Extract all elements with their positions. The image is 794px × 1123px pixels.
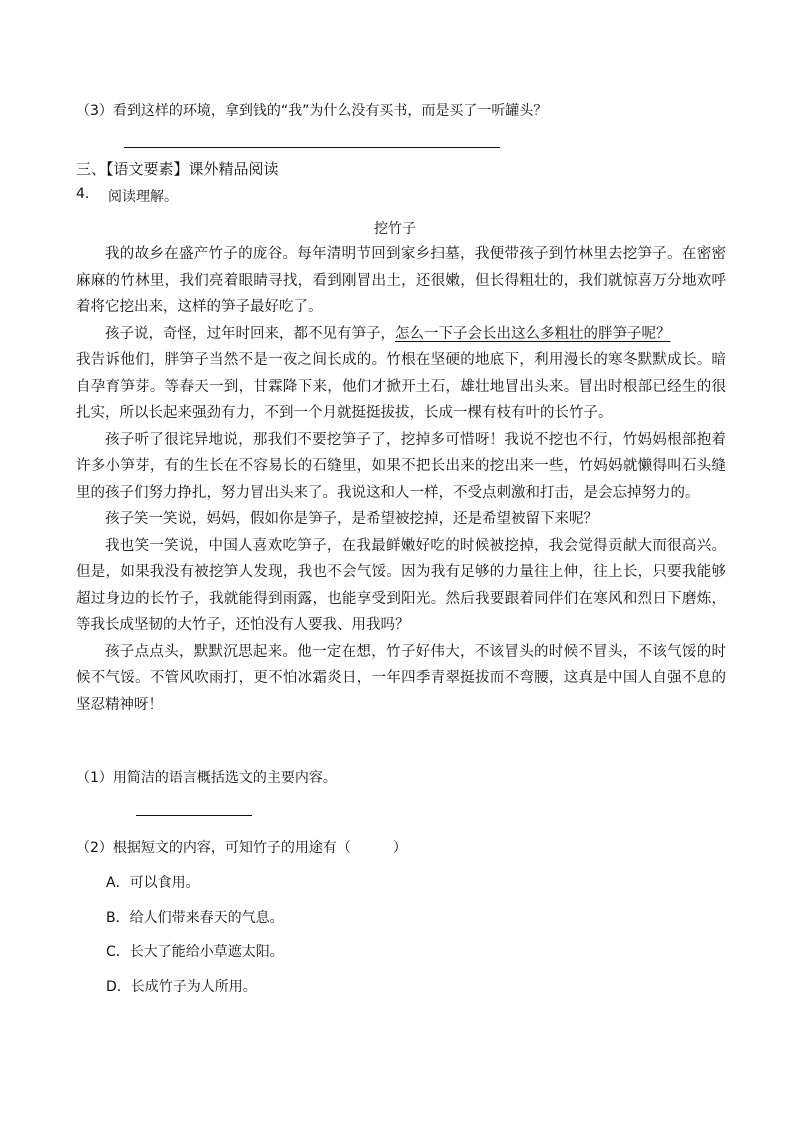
passage-paragraph <box>76 321 726 348</box>
passage-body <box>76 241 726 718</box>
option-a[interactable]: A．可以食用。 <box>106 875 200 891</box>
passage-paragraph: 我的故乡在盛产竹子的庞谷。每年清明节回到家乡扫墓，我便带孩子到竹林里去挖笋子。在密密麻麻的竹林里，我们亮着眼睛寻找，看到刚冒出土，还很嫩，但长得粗壮的，我们就惊喜万分地欢呼着将它挖出来，这样的笋子最好吃了。 <box>76 246 726 315</box>
item-4-label: 阅读理解。 <box>108 189 178 205</box>
option-d[interactable]: D．长成竹子为人所用。 <box>106 979 257 995</box>
passage-paragraph: 我告诉他们，胖笋子当然不是一夜之间长成的。竹根在坚硬的地底下，利用漫长的寒冬默默成长。暗自孕育笋芽。等春天一到，甘霖降下来，他们才掀开土石，雄壮地冒出头来。冒出时根部已经生的很扎实，所以长起来强劲有力，不到一个月就挺挺拔拔，长成一棵有枝有叶的长竹子。 <box>76 352 726 421</box>
option-b[interactable]: B．给人们带来春天的气息。 <box>106 910 284 926</box>
item-4-number: 4. <box>76 186 90 202</box>
underlined-sentence: 怎么一下子会长出这么多粗壮的胖笋子呢？ <box>395 325 671 342</box>
option-c[interactable]: C．长大了能给小草遮太阳。 <box>106 944 284 960</box>
question-3: （3）看到这样的环境，拿到钱的“我”为什么没有买书，而是买了一听罐头？ <box>76 103 548 119</box>
question-2: （2）根据短文的内容，可知竹子的用途有（ ） <box>76 840 407 856</box>
answer-line-q3[interactable] <box>124 147 500 148</box>
passage-paragraph: 孩子点点头，默默沉思起来。他一定在想，竹子好伟大，不该冒头的时候不冒头，不该气馁的时候不气馁。不管风吹雨打，更不怕冰霜炎日，一年四季青翠挺拔而不弯腰，这真是中国人自强不息的坚忍精神呀！ <box>76 643 726 713</box>
passage-paragraph-text: 孩子说，奇怪，过年时回来，都不见有笋子， <box>105 325 395 342</box>
answer-line-q1[interactable] <box>136 815 252 816</box>
passage-paragraph: 孩子听了很诧异地说，那我们不要挖笋子了，挖掉多可惜呀！我说不挖也不行，竹妈妈根部抱着许多小笋芽，有的生长在不容易长的石缝里，如果不把长出来的挖出来一些，竹妈妈就懒得叫石头缝里的孩子们努力挣扎，努力冒出头来了。我说这和人一样，不受点刺激和打击，是会忘掉努力的。 <box>76 431 726 501</box>
section-heading: 三、【语文要素】课外精品阅读 <box>76 160 279 178</box>
passage-title: 挖竹子 <box>374 221 416 237</box>
passage-paragraph: 孩子笑一笑说，妈妈，假如你是笋子，是希望被挖掉，还是希望被留下来呢？ <box>105 511 598 527</box>
question-1: （1）用简洁的语言概括选文的主要内容。 <box>76 770 337 786</box>
passage-paragraph: 我也笑一笑说，中国人喜欢吃笋子，在我最鲜嫩好吃的时候被挖掉，我会觉得贡献大而很高兴。但是，如果我没有被挖笋人发现，我也不会气馁。因为我有足够的力量往上伸，往上长，只要我能够超过身边的长竹子，我就能得到雨露，也能享受到阳光。然后我要跟着同伴们在寒风和烈日下磨炼，等我长成坚韧的大竹子，还怕没有人要我、用我吗？ <box>76 537 726 633</box>
